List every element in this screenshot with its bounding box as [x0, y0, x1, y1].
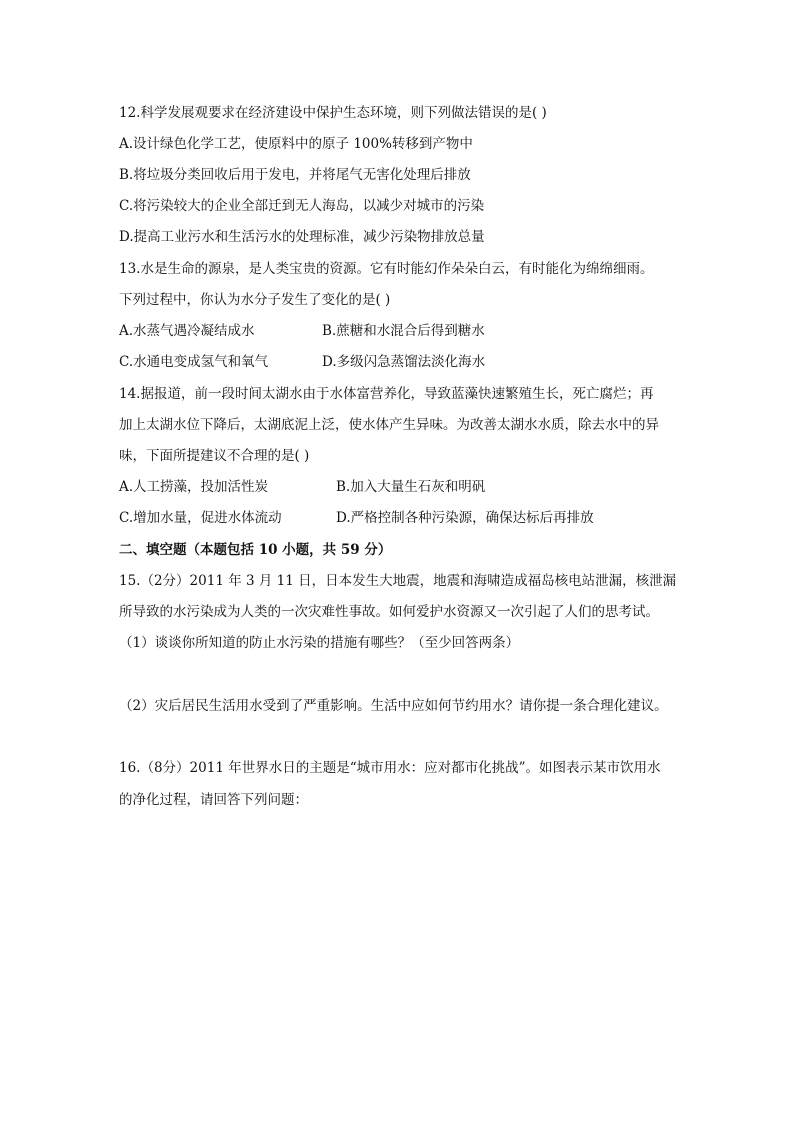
q15-stem-line2: 所导致的水污染成为人类的一次灾难性事故。如何爱护水资源又一次引起了人们的思考试。 — [119, 604, 659, 620]
q13-option-d: D.多级闪急蒸馏法淡化海水 — [322, 354, 486, 370]
q12-option-c: C.将污染较大的企业全部迁到无人海岛，以减少对城市的污染 — [119, 198, 485, 214]
q15-subquestion-1: （1）谈谈你所知道的防止水污染的措施有哪些？（至少回答两条） — [119, 635, 520, 651]
q13-option-a: A.水蒸气遇冷凝结成水 — [119, 323, 255, 339]
q14-stem-line2: 加上太湖水位下降后，太湖底泥上泛，使水体产生异味。为改善太湖水水质，除去水中的异 — [119, 417, 659, 433]
q14-stem-line1: 14.据报道，前一段时间太湖水由于水体富营养化，导致蓝藻快速繁殖生长，死亡腐烂；再 — [119, 386, 654, 402]
q16-stem-line1: 16.（8分）2011 年世界水日的主题是“城市用水：应对都市化挑战”。如图表示某市饮用水 — [119, 760, 661, 776]
q13-option-b: B.蔗糖和水混合后得到糖水 — [322, 323, 485, 339]
q14-option-c: C.增加水量，促进水体流动 — [119, 510, 282, 526]
q15-stem-line1: 15.（2分）2011 年 3 月 11 日，日本发生大地震，地震和海啸造成福岛核电站泄漏，核泄漏 — [119, 573, 677, 589]
q16-stem-line2: 的净化过程，请回答下列问题： — [119, 792, 308, 808]
q12-option-b: B.将垃圾分类回收后用于发电，并将尾气无害化处理后排放 — [119, 167, 471, 183]
q13-stem-line2: 下列过程中，你认为水分子发生了变化的是( ) — [119, 292, 391, 308]
q12-option-a: A.设计绿色化学工艺，使原料中的原子 100%转移到产物中 — [119, 136, 473, 152]
section-title-fill-in: 二、填空题（本题包括 10 小题，共 59 分） — [119, 542, 392, 558]
q13-stem-line1: 13.水是生命的源泉，是人类宝贵的资源。它有时能幻作朵朵白云，有时能化为绵绵细雨。 — [119, 261, 654, 277]
q14-stem-line3: 味，下面所提建议不合理的是( ) — [119, 448, 310, 464]
q14-option-b: B.加入大量生石灰和明矾 — [336, 479, 486, 495]
q14-option-d: D.严格控制各种污染源，确保达标后再排放 — [336, 510, 594, 526]
q14-option-a: A.人工捞藻，投加活性炭 — [119, 479, 269, 495]
q15-subquestion-2: （2）灾后居民生活用水受到了严重影响。生活中应如何节约用水？请你提一条合理化建议。 — [119, 698, 668, 714]
q12-option-d: D.提高工业污水和生活污水的处理标准，减少污染物排放总量 — [119, 229, 485, 245]
q12-stem: 12.科学发展观要求在经济建设中保护生态环境，则下列做法错误的是( ) — [119, 105, 547, 121]
q13-option-c: C.水通电变成氢气和氧气 — [119, 354, 269, 370]
